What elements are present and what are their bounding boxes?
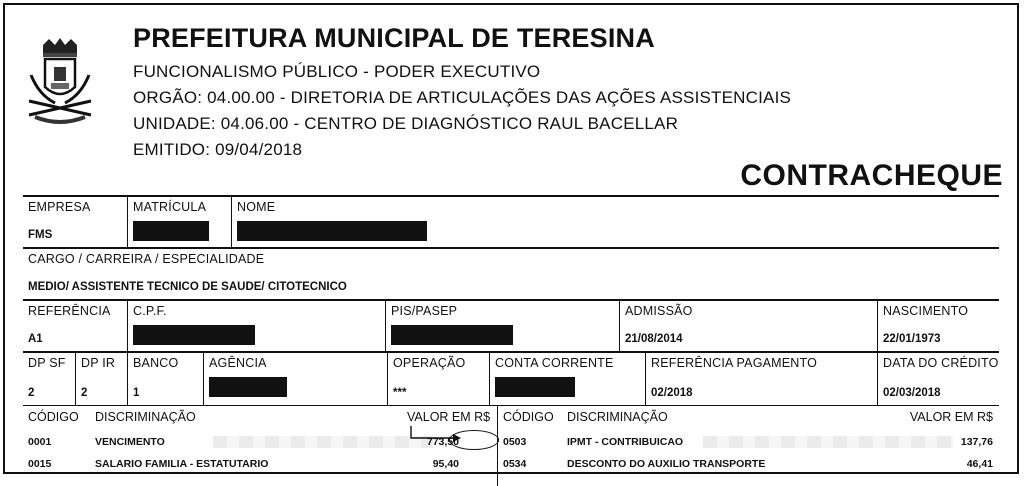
- cpf-label: C.P.F.: [133, 304, 167, 318]
- cell-refpag: [645, 353, 878, 405]
- cell-dpir: [75, 353, 128, 405]
- cell-agencia: [203, 353, 388, 405]
- agencia-label: AGÊNCIA: [209, 356, 267, 370]
- item-code: 0503: [503, 436, 527, 448]
- cell-pis: [385, 301, 620, 351]
- banco-label: BANCO: [133, 356, 179, 370]
- pis-label: PIS/PASEP: [391, 304, 458, 318]
- refpag-label: REFERÊNCIA PAGAMENTO: [651, 356, 818, 370]
- cell-referencia: [23, 301, 127, 351]
- item-code: 0534: [503, 458, 527, 470]
- admissao-value: 21/08/2014: [625, 333, 683, 345]
- operacao-label: OPERAÇÃO: [393, 356, 466, 370]
- item-value: 137,76: [960, 436, 993, 448]
- matricula-label: MATRÍCULA: [133, 200, 207, 214]
- left-valor-label: VALOR EM R$: [407, 410, 491, 424]
- cell-admissao: [619, 301, 878, 351]
- blurred-area: [703, 436, 953, 448]
- admissao-label: ADMISSÃO: [625, 304, 693, 318]
- nome-label: NOME: [237, 200, 276, 214]
- referencia-label: REFERÊNCIA: [28, 304, 111, 318]
- document-title: CONTRACHEQUE: [740, 159, 1003, 192]
- row-bancario: [23, 351, 999, 405]
- dpir-label: DP IR: [81, 356, 116, 370]
- item-desc: IPMT - CONTRIBUICAO: [567, 436, 684, 448]
- dpsf-value: 2: [28, 387, 35, 399]
- cell-nome: [231, 197, 999, 247]
- left-codigo-label: CÓDIGO: [28, 410, 79, 424]
- cargo-value: MEDIO/ ASSISTENTE TECNICO DE SAUDE/ CITOTECNICO: [28, 281, 347, 293]
- redacted-pis: [391, 325, 513, 345]
- payslip: [3, 3, 1019, 474]
- cell-cpf: [127, 301, 386, 351]
- cell-credito: [877, 353, 999, 405]
- item-code: 0015: [28, 458, 52, 470]
- header: [133, 23, 791, 166]
- emitido-line: EMITIDO: 09/04/2018: [133, 140, 303, 159]
- blurred-area: [213, 436, 433, 448]
- cell-operacao: [387, 353, 490, 405]
- operacao-value: ***: [393, 387, 407, 399]
- nascimento-value: 22/01/1973: [883, 333, 941, 345]
- banco-value: 1: [133, 387, 140, 399]
- conta-label: CONTA CORRENTE: [495, 356, 614, 370]
- refpag-value: 02/2018: [651, 387, 693, 399]
- credito-label: DATA DO CRÉDITO: [883, 356, 999, 370]
- item-desc: DESCONTO DO AUXILIO TRANSPORTE: [567, 458, 766, 470]
- cell-banco: [127, 353, 204, 405]
- coat-of-arms-icon: [25, 35, 95, 135]
- sector-line: FUNCIONALISMO PÚBLICO - PODER EXECUTIVO: [133, 62, 541, 81]
- credito-value: 02/03/2018: [883, 387, 941, 399]
- cell-nascimento: [877, 301, 999, 351]
- dpsf-label: DP SF: [28, 356, 66, 370]
- empresa-value: FMS: [28, 229, 53, 241]
- cell-empresa: [23, 197, 127, 247]
- payslip-table: [23, 195, 999, 486]
- left-discriminacao-label: DISCRIMINAÇÃO: [95, 410, 196, 424]
- cargo-label: CARGO / CARREIRA / ESPECIALIDADE: [28, 252, 265, 266]
- items-divider: [497, 406, 498, 486]
- row-empresa: [23, 195, 999, 247]
- unidade-line: UNIDADE: 04.06.00 - CENTRO DE DIAGNÓSTICO RAUL BACELLAR: [133, 114, 679, 133]
- cell-cargo: [23, 249, 999, 299]
- row-items: [23, 405, 999, 486]
- right-valor-label: VALOR EM R$: [909, 410, 993, 424]
- referencia-value: A1: [28, 333, 43, 345]
- dpir-value: 2: [81, 387, 88, 399]
- right-discriminacao-label: DISCRIMINAÇÃO: [567, 410, 668, 424]
- item-value: 46,41: [966, 458, 993, 470]
- row-cargo: [23, 247, 999, 299]
- redacted-matricula: [133, 221, 209, 241]
- orgao-line: ORGÃO: 04.00.00 - DIRETORIA DE ARTICULAÇÕES DAS AÇÕES ASSISTENCIAIS: [133, 88, 792, 107]
- item-value: 773,50: [426, 436, 459, 448]
- row-referencia: [23, 299, 999, 351]
- item-desc: VENCIMENTO: [95, 436, 165, 448]
- nascimento-label: NASCIMENTO: [883, 304, 969, 318]
- empresa-label: EMPRESA: [28, 200, 91, 214]
- item-desc: SALARIO FAMILIA - ESTATUTARIO: [95, 458, 269, 470]
- cell-conta: [489, 353, 646, 405]
- redacted-conta: [495, 377, 575, 397]
- redacted-agencia: [209, 377, 287, 397]
- cell-matricula: [127, 197, 232, 247]
- cell-dpsf: [23, 353, 75, 405]
- redacted-nome: [237, 221, 427, 241]
- redacted-cpf: [133, 325, 255, 345]
- institution-title: PREFEITURA MUNICIPAL DE TERESINA: [133, 23, 655, 53]
- item-code: 0001: [28, 436, 52, 448]
- item-value: 95,40: [432, 458, 459, 470]
- right-codigo-label: CÓDIGO: [503, 410, 554, 424]
